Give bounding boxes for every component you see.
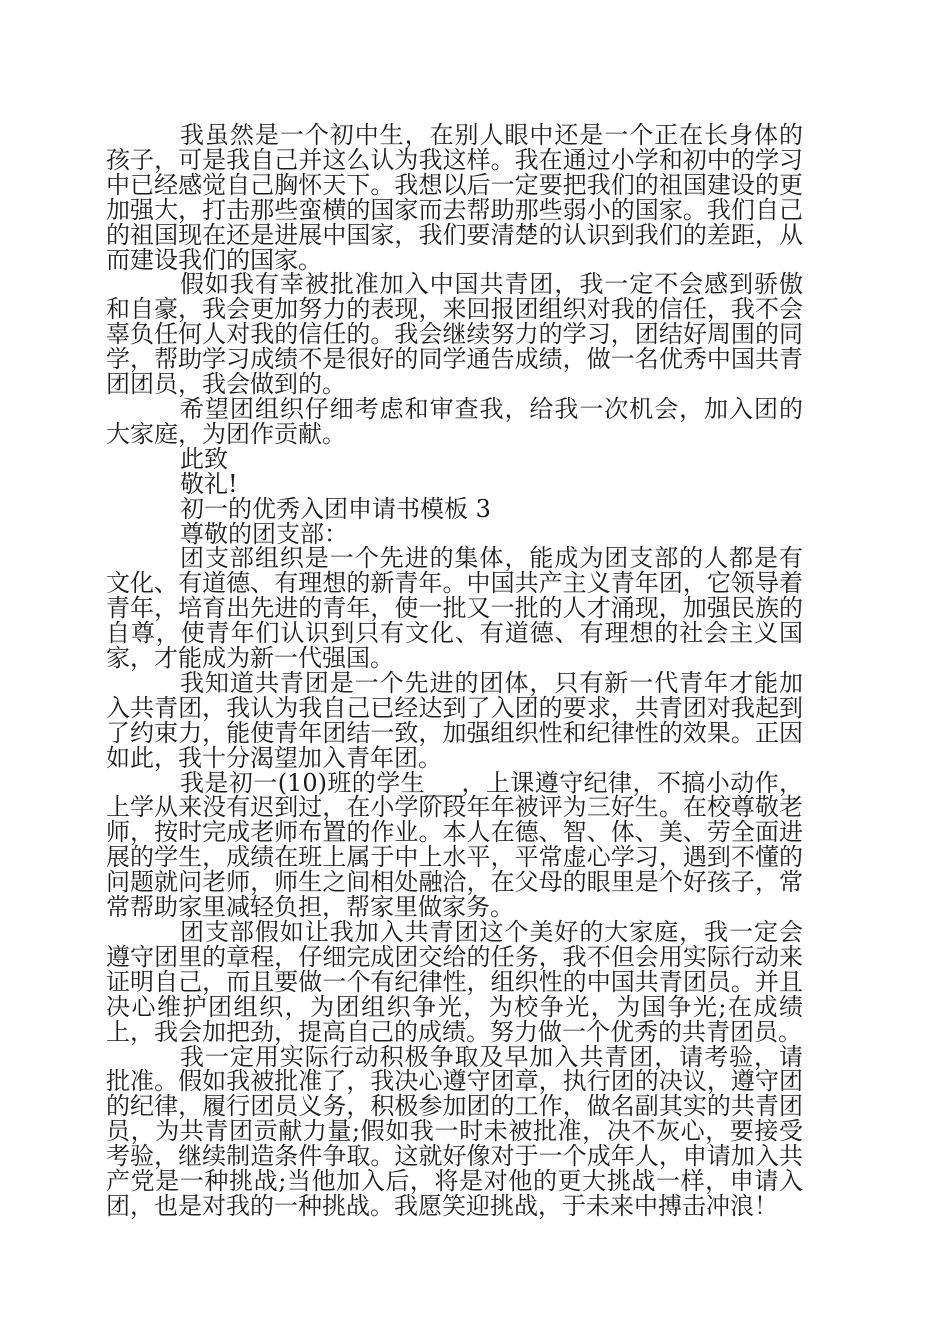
section-title: 初一的优秀入团申请书模板 3 <box>180 494 491 523</box>
closing-jingli: 敬礼! <box>180 469 238 498</box>
letter-salutation: 尊敬的团支部： <box>180 519 348 548</box>
body-paragraph: 我虽然是一个初中生，在别人眼中还是一个正在长身体的孩子，可是我自己并这么认为我这样。我在通过小学和初中的学习中已经感觉自己胸怀天下。我想以后一定要把我们的祖国建设的更加强大，打击那些蛮横的国家而去帮助那些弱小的国家。我们自己的祖国现在还是进展中国家，我们要清楚的认识到我们的差距，从而建设我们的国家。 <box>106 121 803 274</box>
body-paragraph: 希望团组织仔细考虑和审查我，给我一次机会，加入团的大家庭，为团作贡献。 <box>106 394 803 448</box>
body-paragraph: 我知道共青团是一个先进的团体，只有新一代青年才能加入共青团，我认为我自己已经达到了入团的要求，共青团对我起到了约束力，能使青年团结一致，加强组织性和纪律性的效果。正因如此，我十分渴望加入青年团。 <box>106 668 803 772</box>
body-paragraph: 我一定用实际行动积极争取及早加入共青团，请考验，请批准。假如我被批准了，我决心遵守团章，执行团的决议，遵守团的纪律，履行团员义务，积极参加团的工作，做名副其实的共青团员，为共青团贡献力量;假如我一时未被批准，决不灰心，要接受考验，继续制造条件争取。这就好像对于一个成年人，申请加入共产党是一种挑战;当他加入后，将是对他的更大挑战一样，申请入团，也是对我的一种挑战。我愿笑迎挑战，于未来中搏击冲浪！ <box>106 1042 803 1220</box>
closing-cizhi: 此致 <box>180 444 228 473</box>
document-text-block <box>106 123 803 1219</box>
body-paragraph: 假如我有幸被批准加入中国共青团，我一定不会感到骄傲和自豪，我会更加努力的表现，来回报团组织对我的信任，我不会辜负任何人对我的信任的。我会继续努力的学习，团结好周围的同学，帮助学习成绩不是很好的同学通告成绩，做一名优秀中国共青团团员，我会做到的。 <box>106 270 803 399</box>
body-paragraph: 团支部组织是一个先进的集体，能成为团支部的人都是有文化、有道德、有理想的新青年。中国共产主义青年团，它领导着青年，培育出先进的青年，使一批又一批的人才涌现，加强民族的自尊，使青年们认识到只有文化、有道德、有理想的社会主义国家，才能成为新一代强国。 <box>106 544 803 673</box>
body-paragraph: 我是初一(10)班的学生___，上课遵守纪律，不搞小动作，上学从来没有迟到过，在小学阶段年年被评为三好生。在校尊敬老师，按时完成老师布置的作业。本人在德、智、体、美、劳全面进展的学生，成绩在班上属于中上水平，平常虚心学习，遇到不懂的问题就问老师，师生之间相处融洽，在父母的眼里是个好孩子，常常帮助家里减轻负担，帮家里做家务。 <box>106 768 803 922</box>
body-paragraph: 团支部假如让我加入共青团这个美好的大家庭，我一定会遵守团里的章程，仔细完成团交给的任务，我不但会用实际行动来证明自己，而且要做一个有纪律性，组织性的中国共青团员。并且决心维护团组织，为团组织争光，为校争光，为国争光;在成绩上，我会加把劲，提高自己的成绩。努力做一个优秀的共青团员。 <box>106 918 803 1046</box>
